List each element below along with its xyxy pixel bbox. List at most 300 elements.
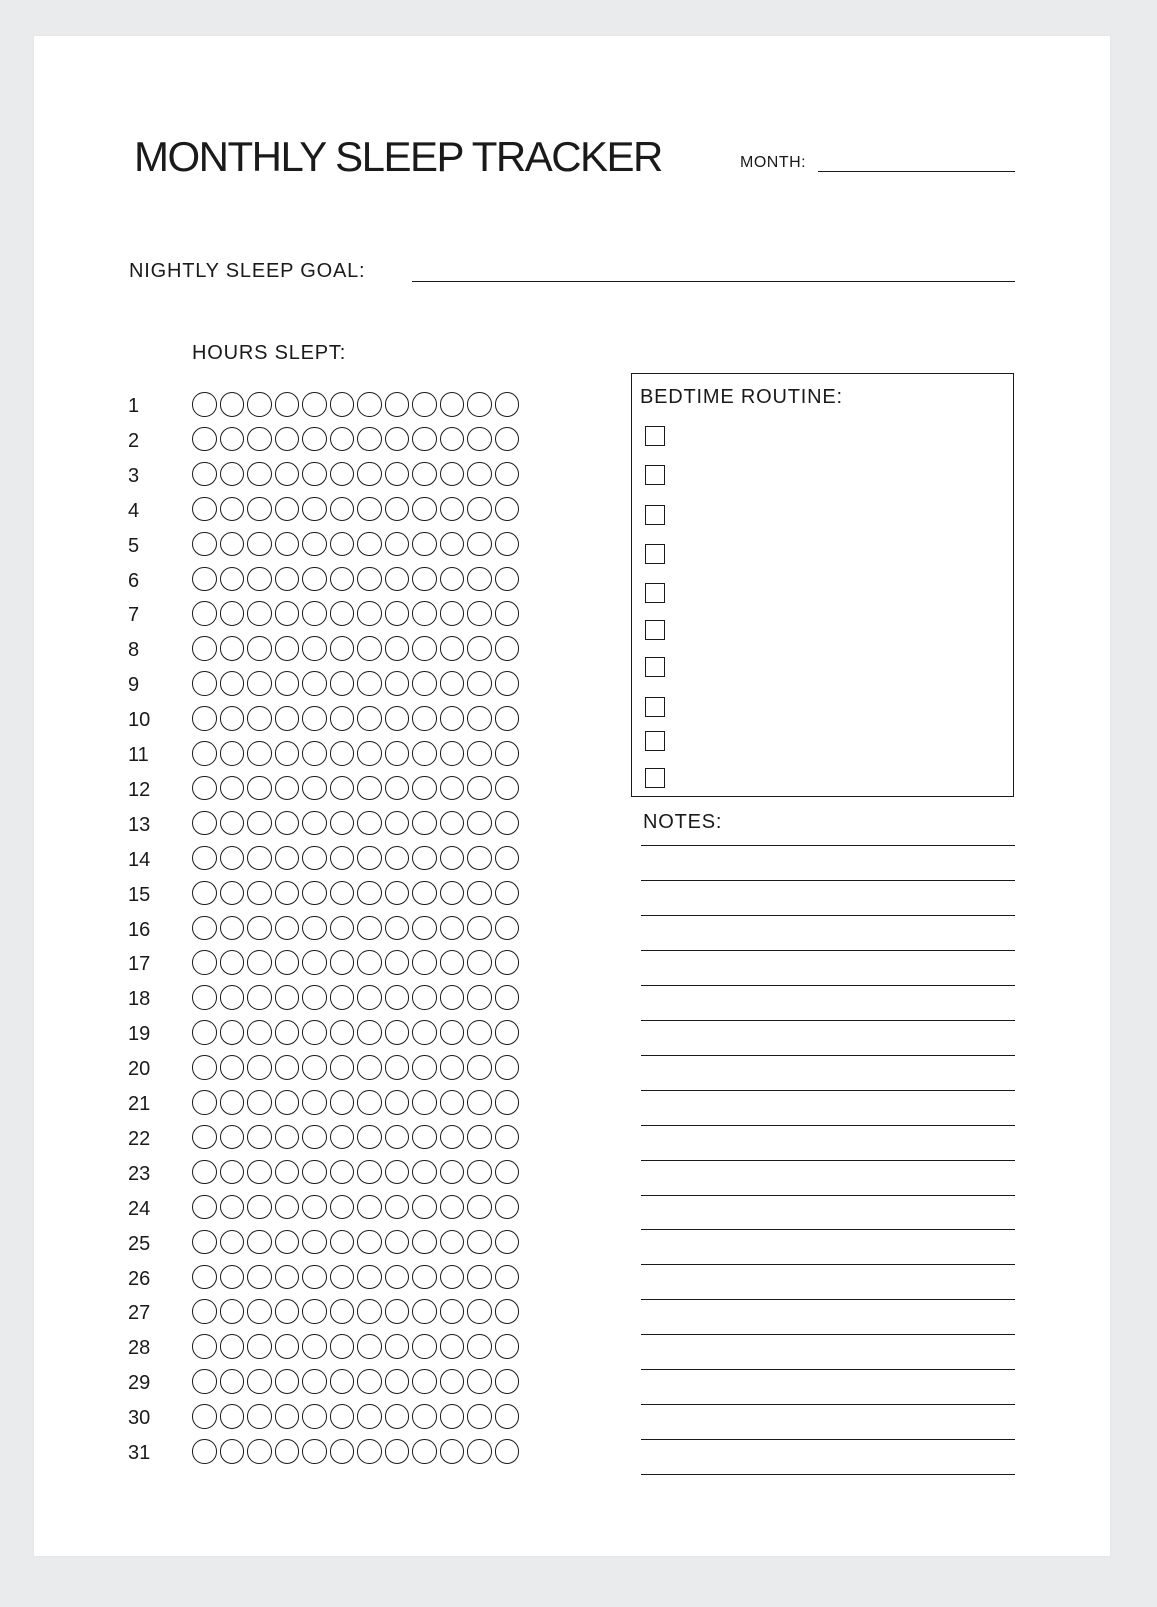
hour-circle[interactable] [467, 1055, 492, 1080]
note-line[interactable] [641, 915, 1015, 916]
hour-circle[interactable] [440, 1055, 465, 1080]
hour-circle[interactable] [467, 846, 492, 871]
hour-circle[interactable] [330, 881, 355, 906]
hour-circle[interactable] [467, 462, 492, 487]
hour-circle[interactable] [220, 1404, 245, 1429]
hour-circle[interactable] [440, 1439, 465, 1464]
hour-circle[interactable] [247, 881, 272, 906]
hour-circle[interactable] [220, 1369, 245, 1394]
hour-circle[interactable] [385, 532, 410, 557]
hour-circle[interactable] [192, 1195, 217, 1220]
hour-circle[interactable] [247, 1090, 272, 1115]
hour-circle[interactable] [220, 950, 245, 975]
hour-circle[interactable] [220, 706, 245, 731]
hour-circle[interactable] [192, 916, 217, 941]
note-line[interactable] [641, 1334, 1015, 1335]
routine-checkbox[interactable] [645, 465, 665, 485]
hour-circle[interactable] [412, 1265, 437, 1290]
hour-circle[interactable] [247, 1369, 272, 1394]
hour-circle[interactable] [330, 916, 355, 941]
hour-circle[interactable] [412, 1020, 437, 1045]
hour-circle[interactable] [357, 532, 382, 557]
hour-circle[interactable] [412, 985, 437, 1010]
hour-circle[interactable] [440, 1160, 465, 1185]
hour-circle[interactable] [330, 1439, 355, 1464]
hour-circle[interactable] [440, 1404, 465, 1429]
hour-circle[interactable] [495, 1369, 520, 1394]
hour-circle[interactable] [357, 1439, 382, 1464]
routine-checkbox[interactable] [645, 657, 665, 677]
hour-circle[interactable] [495, 811, 520, 836]
hour-circle[interactable] [220, 532, 245, 557]
hour-circle[interactable] [247, 601, 272, 626]
hour-circle[interactable] [192, 950, 217, 975]
hour-circle[interactable] [412, 671, 437, 696]
hour-circle[interactable] [440, 881, 465, 906]
hour-circle[interactable] [302, 1090, 327, 1115]
hour-circle[interactable] [302, 1055, 327, 1080]
hour-circle[interactable] [440, 1230, 465, 1255]
hour-circle[interactable] [385, 1334, 410, 1359]
hour-circle[interactable] [247, 1439, 272, 1464]
hour-circle[interactable] [357, 671, 382, 696]
hour-circle[interactable] [467, 881, 492, 906]
hour-circle[interactable] [275, 497, 300, 522]
hour-circle[interactable] [220, 776, 245, 801]
hour-circle[interactable] [412, 741, 437, 766]
hour-circle[interactable] [247, 427, 272, 452]
hour-circle[interactable] [302, 776, 327, 801]
hour-circle[interactable] [220, 671, 245, 696]
hour-circle[interactable] [275, 1020, 300, 1045]
hour-circle[interactable] [220, 1125, 245, 1150]
hour-circle[interactable] [330, 1160, 355, 1185]
hour-circle[interactable] [357, 776, 382, 801]
hour-circle[interactable] [412, 1195, 437, 1220]
hour-circle[interactable] [440, 1090, 465, 1115]
hour-circle[interactable] [330, 1230, 355, 1255]
hour-circle[interactable] [302, 567, 327, 592]
hour-circle[interactable] [357, 636, 382, 661]
hour-circle[interactable] [467, 671, 492, 696]
hour-circle[interactable] [357, 985, 382, 1010]
hour-circle[interactable] [467, 392, 492, 417]
hour-circle[interactable] [357, 427, 382, 452]
hour-circle[interactable] [330, 741, 355, 766]
hour-circle[interactable] [357, 881, 382, 906]
hour-circle[interactable] [192, 532, 217, 557]
hour-circle[interactable] [275, 706, 300, 731]
hour-circle[interactable] [495, 1125, 520, 1150]
hour-circle[interactable] [467, 532, 492, 557]
hour-circle[interactable] [192, 1090, 217, 1115]
hour-circle[interactable] [302, 1020, 327, 1045]
hour-circle[interactable] [220, 985, 245, 1010]
hour-circle[interactable] [385, 846, 410, 871]
hour-circle[interactable] [385, 1369, 410, 1394]
hour-circle[interactable] [275, 671, 300, 696]
hour-circle[interactable] [467, 1369, 492, 1394]
hour-circle[interactable] [302, 1334, 327, 1359]
hour-circle[interactable] [412, 532, 437, 557]
hour-circle[interactable] [192, 741, 217, 766]
hour-circle[interactable] [385, 1265, 410, 1290]
hour-circle[interactable] [385, 1439, 410, 1464]
hour-circle[interactable] [440, 1334, 465, 1359]
hour-circle[interactable] [385, 1020, 410, 1045]
hour-circle[interactable] [302, 1160, 327, 1185]
hour-circle[interactable] [440, 671, 465, 696]
hour-circle[interactable] [275, 776, 300, 801]
hour-circle[interactable] [357, 1369, 382, 1394]
hour-circle[interactable] [275, 462, 300, 487]
hour-circle[interactable] [440, 811, 465, 836]
hour-circle[interactable] [192, 706, 217, 731]
hour-circle[interactable] [192, 1125, 217, 1150]
hour-circle[interactable] [495, 985, 520, 1010]
hour-circle[interactable] [412, 1090, 437, 1115]
hour-circle[interactable] [412, 462, 437, 487]
hour-circle[interactable] [440, 392, 465, 417]
hour-circle[interactable] [192, 1404, 217, 1429]
hour-circle[interactable] [357, 1265, 382, 1290]
hour-circle[interactable] [440, 776, 465, 801]
hour-circle[interactable] [357, 392, 382, 417]
hour-circle[interactable] [385, 392, 410, 417]
hour-circle[interactable] [495, 1404, 520, 1429]
hour-circle[interactable] [192, 1334, 217, 1359]
hour-circle[interactable] [357, 811, 382, 836]
hour-circle[interactable] [412, 1404, 437, 1429]
hour-circle[interactable] [467, 427, 492, 452]
hour-circle[interactable] [467, 601, 492, 626]
hour-circle[interactable] [192, 881, 217, 906]
routine-checkbox[interactable] [645, 620, 665, 640]
hour-circle[interactable] [495, 1055, 520, 1080]
note-line[interactable] [641, 1160, 1015, 1161]
hour-circle[interactable] [247, 1020, 272, 1045]
hour-circle[interactable] [412, 706, 437, 731]
hour-circle[interactable] [412, 1369, 437, 1394]
hour-circle[interactable] [440, 497, 465, 522]
hour-circle[interactable] [495, 1334, 520, 1359]
hour-circle[interactable] [495, 636, 520, 661]
hour-circle[interactable] [467, 741, 492, 766]
hour-circle[interactable] [192, 462, 217, 487]
hour-circle[interactable] [385, 636, 410, 661]
routine-checkbox[interactable] [645, 731, 665, 751]
hour-circle[interactable] [495, 1090, 520, 1115]
hour-circle[interactable] [495, 462, 520, 487]
hour-circle[interactable] [275, 1195, 300, 1220]
note-line[interactable] [641, 1055, 1015, 1056]
hour-circle[interactable] [385, 881, 410, 906]
hour-circle[interactable] [412, 601, 437, 626]
hour-circle[interactable] [412, 846, 437, 871]
hour-circle[interactable] [412, 636, 437, 661]
hour-circle[interactable] [357, 1195, 382, 1220]
hour-circle[interactable] [495, 1299, 520, 1324]
hour-circle[interactable] [247, 1299, 272, 1324]
hour-circle[interactable] [412, 776, 437, 801]
hour-circle[interactable] [302, 985, 327, 1010]
hour-circle[interactable] [302, 532, 327, 557]
hour-circle[interactable] [440, 1020, 465, 1045]
hour-circle[interactable] [330, 671, 355, 696]
note-line[interactable] [641, 880, 1015, 881]
hour-circle[interactable] [247, 532, 272, 557]
hour-circle[interactable] [275, 1299, 300, 1324]
hour-circle[interactable] [412, 1334, 437, 1359]
hour-circle[interactable] [357, 1125, 382, 1150]
hour-circle[interactable] [330, 462, 355, 487]
hour-circle[interactable] [495, 497, 520, 522]
hour-circle[interactable] [220, 462, 245, 487]
hour-circle[interactable] [192, 1369, 217, 1394]
hour-circle[interactable] [385, 1195, 410, 1220]
routine-checkbox[interactable] [645, 768, 665, 788]
hour-circle[interactable] [412, 497, 437, 522]
hour-circle[interactable] [412, 916, 437, 941]
hour-circle[interactable] [247, 392, 272, 417]
hour-circle[interactable] [495, 1195, 520, 1220]
hour-circle[interactable] [275, 427, 300, 452]
hour-circle[interactable] [247, 1195, 272, 1220]
hour-circle[interactable] [440, 427, 465, 452]
hour-circle[interactable] [220, 392, 245, 417]
hour-circle[interactable] [275, 846, 300, 871]
hour-circle[interactable] [330, 1369, 355, 1394]
hour-circle[interactable] [192, 1055, 217, 1080]
hour-circle[interactable] [302, 392, 327, 417]
hour-circle[interactable] [385, 916, 410, 941]
hour-circle[interactable] [220, 1299, 245, 1324]
hour-circle[interactable] [385, 985, 410, 1010]
hour-circle[interactable] [330, 985, 355, 1010]
hour-circle[interactable] [412, 392, 437, 417]
hour-circle[interactable] [412, 881, 437, 906]
note-line[interactable] [641, 845, 1015, 846]
hour-circle[interactable] [302, 741, 327, 766]
note-line[interactable] [641, 950, 1015, 951]
hour-circle[interactable] [495, 916, 520, 941]
hour-circle[interactable] [247, 1230, 272, 1255]
note-line[interactable] [641, 1264, 1015, 1265]
hour-circle[interactable] [440, 1265, 465, 1290]
hour-circle[interactable] [275, 881, 300, 906]
note-line[interactable] [641, 1229, 1015, 1230]
hour-circle[interactable] [275, 1090, 300, 1115]
hour-circle[interactable] [357, 846, 382, 871]
hour-circle[interactable] [495, 741, 520, 766]
hour-circle[interactable] [467, 1334, 492, 1359]
hour-circle[interactable] [467, 1020, 492, 1045]
hour-circle[interactable] [412, 427, 437, 452]
hour-circle[interactable] [302, 1369, 327, 1394]
hour-circle[interactable] [495, 846, 520, 871]
hour-circle[interactable] [467, 950, 492, 975]
hour-circle[interactable] [385, 1125, 410, 1150]
hour-circle[interactable] [385, 1160, 410, 1185]
note-line[interactable] [641, 1474, 1015, 1475]
hour-circle[interactable] [495, 427, 520, 452]
hour-circle[interactable] [495, 881, 520, 906]
hour-circle[interactable] [302, 1439, 327, 1464]
hour-circle[interactable] [220, 567, 245, 592]
hour-circle[interactable] [220, 1020, 245, 1045]
hour-circle[interactable] [440, 916, 465, 941]
hour-circle[interactable] [220, 497, 245, 522]
hour-circle[interactable] [330, 601, 355, 626]
hour-circle[interactable] [467, 1125, 492, 1150]
hour-circle[interactable] [440, 462, 465, 487]
hour-circle[interactable] [247, 567, 272, 592]
hour-circle[interactable] [440, 950, 465, 975]
hour-circle[interactable] [302, 950, 327, 975]
hour-circle[interactable] [330, 1195, 355, 1220]
hour-circle[interactable] [412, 811, 437, 836]
hour-circle[interactable] [275, 567, 300, 592]
hour-circle[interactable] [385, 1230, 410, 1255]
hour-circle[interactable] [302, 462, 327, 487]
hour-circle[interactable] [247, 706, 272, 731]
hour-circle[interactable] [357, 1055, 382, 1080]
note-line[interactable] [641, 1369, 1015, 1370]
hour-circle[interactable] [302, 1230, 327, 1255]
hour-circle[interactable] [330, 811, 355, 836]
hour-circle[interactable] [385, 601, 410, 626]
hour-circle[interactable] [247, 776, 272, 801]
hour-circle[interactable] [247, 916, 272, 941]
hour-circle[interactable] [192, 846, 217, 871]
hour-circle[interactable] [192, 427, 217, 452]
hour-circle[interactable] [302, 881, 327, 906]
hour-circle[interactable] [467, 1439, 492, 1464]
hour-circle[interactable] [357, 567, 382, 592]
hour-circle[interactable] [330, 532, 355, 557]
hour-circle[interactable] [467, 636, 492, 661]
hour-circle[interactable] [247, 1265, 272, 1290]
hour-circle[interactable] [330, 497, 355, 522]
hour-circle[interactable] [330, 1299, 355, 1324]
hour-circle[interactable] [247, 497, 272, 522]
hour-circle[interactable] [467, 985, 492, 1010]
hour-circle[interactable] [330, 427, 355, 452]
hour-circle[interactable] [495, 567, 520, 592]
hour-circle[interactable] [495, 671, 520, 696]
hour-circle[interactable] [220, 1334, 245, 1359]
hour-circle[interactable] [467, 1404, 492, 1429]
hour-circle[interactable] [357, 1230, 382, 1255]
hour-circle[interactable] [192, 811, 217, 836]
hour-circle[interactable] [440, 567, 465, 592]
hour-circle[interactable] [302, 811, 327, 836]
hour-circle[interactable] [385, 950, 410, 975]
hour-circle[interactable] [275, 985, 300, 1010]
hour-circle[interactable] [412, 1230, 437, 1255]
hour-circle[interactable] [247, 1404, 272, 1429]
hour-circle[interactable] [330, 1334, 355, 1359]
hour-circle[interactable] [247, 1125, 272, 1150]
hour-circle[interactable] [495, 706, 520, 731]
hour-circle[interactable] [220, 741, 245, 766]
hour-circle[interactable] [302, 601, 327, 626]
hour-circle[interactable] [275, 741, 300, 766]
hour-circle[interactable] [330, 1020, 355, 1045]
note-line[interactable] [641, 1439, 1015, 1440]
hour-circle[interactable] [357, 706, 382, 731]
hour-circle[interactable] [275, 811, 300, 836]
hour-circle[interactable] [192, 1439, 217, 1464]
hour-circle[interactable] [192, 636, 217, 661]
hour-circle[interactable] [495, 601, 520, 626]
hour-circle[interactable] [330, 392, 355, 417]
hour-circle[interactable] [495, 1160, 520, 1185]
month-field[interactable] [818, 171, 1015, 172]
hour-circle[interactable] [302, 636, 327, 661]
hour-circle[interactable] [192, 1020, 217, 1045]
hour-circle[interactable] [220, 601, 245, 626]
hour-circle[interactable] [495, 1265, 520, 1290]
hour-circle[interactable] [385, 1299, 410, 1324]
hour-circle[interactable] [220, 427, 245, 452]
hour-circle[interactable] [412, 567, 437, 592]
note-line[interactable] [641, 985, 1015, 986]
hour-circle[interactable] [302, 671, 327, 696]
hour-circle[interactable] [302, 1299, 327, 1324]
hour-circle[interactable] [385, 1055, 410, 1080]
hour-circle[interactable] [192, 671, 217, 696]
hour-circle[interactable] [275, 916, 300, 941]
hour-circle[interactable] [440, 532, 465, 557]
hour-circle[interactable] [385, 671, 410, 696]
hour-circle[interactable] [467, 567, 492, 592]
hour-circle[interactable] [275, 1369, 300, 1394]
hour-circle[interactable] [330, 1055, 355, 1080]
hour-circle[interactable] [220, 1055, 245, 1080]
hour-circle[interactable] [330, 1125, 355, 1150]
routine-checkbox[interactable] [645, 544, 665, 564]
note-line[interactable] [641, 1090, 1015, 1091]
hour-circle[interactable] [247, 1160, 272, 1185]
hour-circle[interactable] [192, 1230, 217, 1255]
hour-circle[interactable] [385, 497, 410, 522]
hour-circle[interactable] [220, 846, 245, 871]
note-line[interactable] [641, 1404, 1015, 1405]
hour-circle[interactable] [247, 1334, 272, 1359]
hour-circle[interactable] [467, 776, 492, 801]
hour-circle[interactable] [330, 636, 355, 661]
hour-circle[interactable] [220, 916, 245, 941]
hour-circle[interactable] [385, 741, 410, 766]
hour-circle[interactable] [440, 636, 465, 661]
hour-circle[interactable] [275, 1334, 300, 1359]
hour-circle[interactable] [357, 497, 382, 522]
hour-circle[interactable] [330, 567, 355, 592]
hour-circle[interactable] [330, 950, 355, 975]
hour-circle[interactable] [357, 1299, 382, 1324]
hour-circle[interactable] [357, 1404, 382, 1429]
hour-circle[interactable] [467, 1299, 492, 1324]
hour-circle[interactable] [385, 706, 410, 731]
hour-circle[interactable] [247, 950, 272, 975]
hour-circle[interactable] [495, 1230, 520, 1255]
hour-circle[interactable] [357, 1160, 382, 1185]
hour-circle[interactable] [302, 706, 327, 731]
hour-circle[interactable] [440, 1195, 465, 1220]
hour-circle[interactable] [330, 706, 355, 731]
hour-circle[interactable] [220, 1439, 245, 1464]
